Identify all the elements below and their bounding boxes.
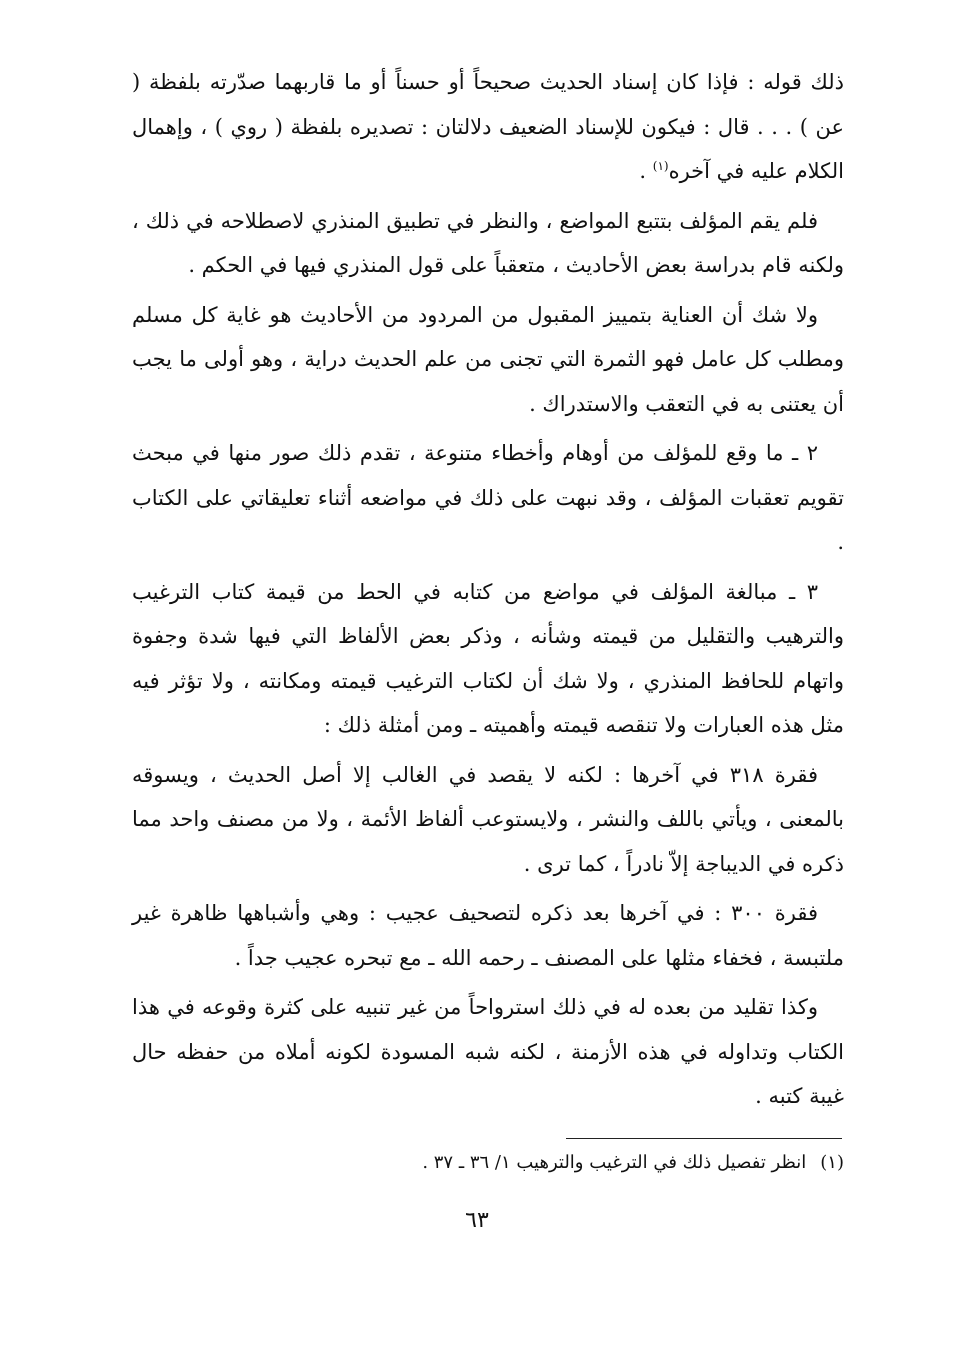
footnote-text: انظر تفصيل ذلك في الترغيب والترهيب ١/ ٣٦ ـ ٣٧ . <box>422 1152 807 1173</box>
paragraph-6: فقرة ٣١٨ في آخرها : لكنه لا يقصد في الغالب إلا أصل الحديث ، ويسوقه بالمعنى ، ويأتي باللف والنشر ، ولايستوعب ألفاظ الأئمة ، ولا من مصنف واحد مما ذكره في الديباجة إلاّ نادراً ، كما ترى . <box>132 762 844 876</box>
footnote-separator <box>566 1138 842 1139</box>
footnote <box>300 1146 844 1180</box>
paragraph-3: ولا شك أن العناية بتمييز المقبول من المردود من الأحاديث هو غاية كل مسلم ومطلب كل عامل فهو الثمرة التي تجنى من علم الحديث دراية ، وهو أولى ما يجب أن يعتنى به في التعقب والاستدراك . <box>132 302 844 416</box>
paragraph-8: وكذا تقليد من بعده له في ذلك استرواحاً من غير تنبيه على كثرة وقوعه في هذا الكتاب وتداوله في هذه الأزمنة ، لكنه شبه المسودة لكونه أملاه من حفظه حال غيبة كتبه . <box>132 995 844 1108</box>
main-text <box>132 60 844 1124</box>
footnote-number: (١) <box>820 1152 844 1173</box>
page-number: ٦٣ <box>465 1208 489 1233</box>
paragraph-1-tail: . <box>639 159 653 183</box>
paragraph-2: فلم يقم المؤلف بتتبع المواضع ، والنظر في تطبيق المنذري لاصطلاحه في ذلك ، ولكنه قام بدراسة بعض الأحاديث ، متعقباً على قول المنذري فيها في الحكم . <box>132 208 844 277</box>
paragraph-7: فقرة ٣٠٠ : في آخرها بعد ذكره لتصحيف عجيب : وهي وأشباهها ظاهرة غير ملتبسة ، فخفاء مثلها على المصنف ـ رحمه الله ـ مع تبحره عجيب جداً . <box>132 901 844 970</box>
paragraph-4: ٢ ـ ما وقع للمؤلف من أوهام وأخطاء متنوعة ، تقدم ذلك صور منها في مبحث تقويم تعقبات المؤلف ، وقد نبهت على ذلك في مواضعه أثناء تعليقاتي على الكتاب . <box>132 441 844 554</box>
footnote-reference[interactable]: (١) <box>652 159 669 173</box>
paragraph-5: ٣ ـ مبالغة المؤلف في مواضع من كتابه في الحط من قيمة كتاب الترغيب والترهيب والتقليل من قيمته وشأنه ، وذكر بعض الألفاظ التي فيها شدة وجفوة واتهام للحافظ المنذري ، ولا شك أن لكتاب الترغيب قيمته ومكانته ، ولا تؤثر فيه مثل هذه العبارات ولا تنقصه قيمته وأهميته ـ ومن أمثلة ذلك : <box>132 579 844 737</box>
paragraph-1 <box>132 60 844 194</box>
paragraph-1-text: ذلك قوله : فإذا كان إسناد الحديث صحيحاً أو حسناً أو ما قاربهما صدّرته بلفظة ( عن ) . . . قال : فيكون للإسناد الضعيف دلالتان : تصديره بلفظة ( روي ) ، وإهمال الكلام عليه في آخره <box>132 70 844 183</box>
